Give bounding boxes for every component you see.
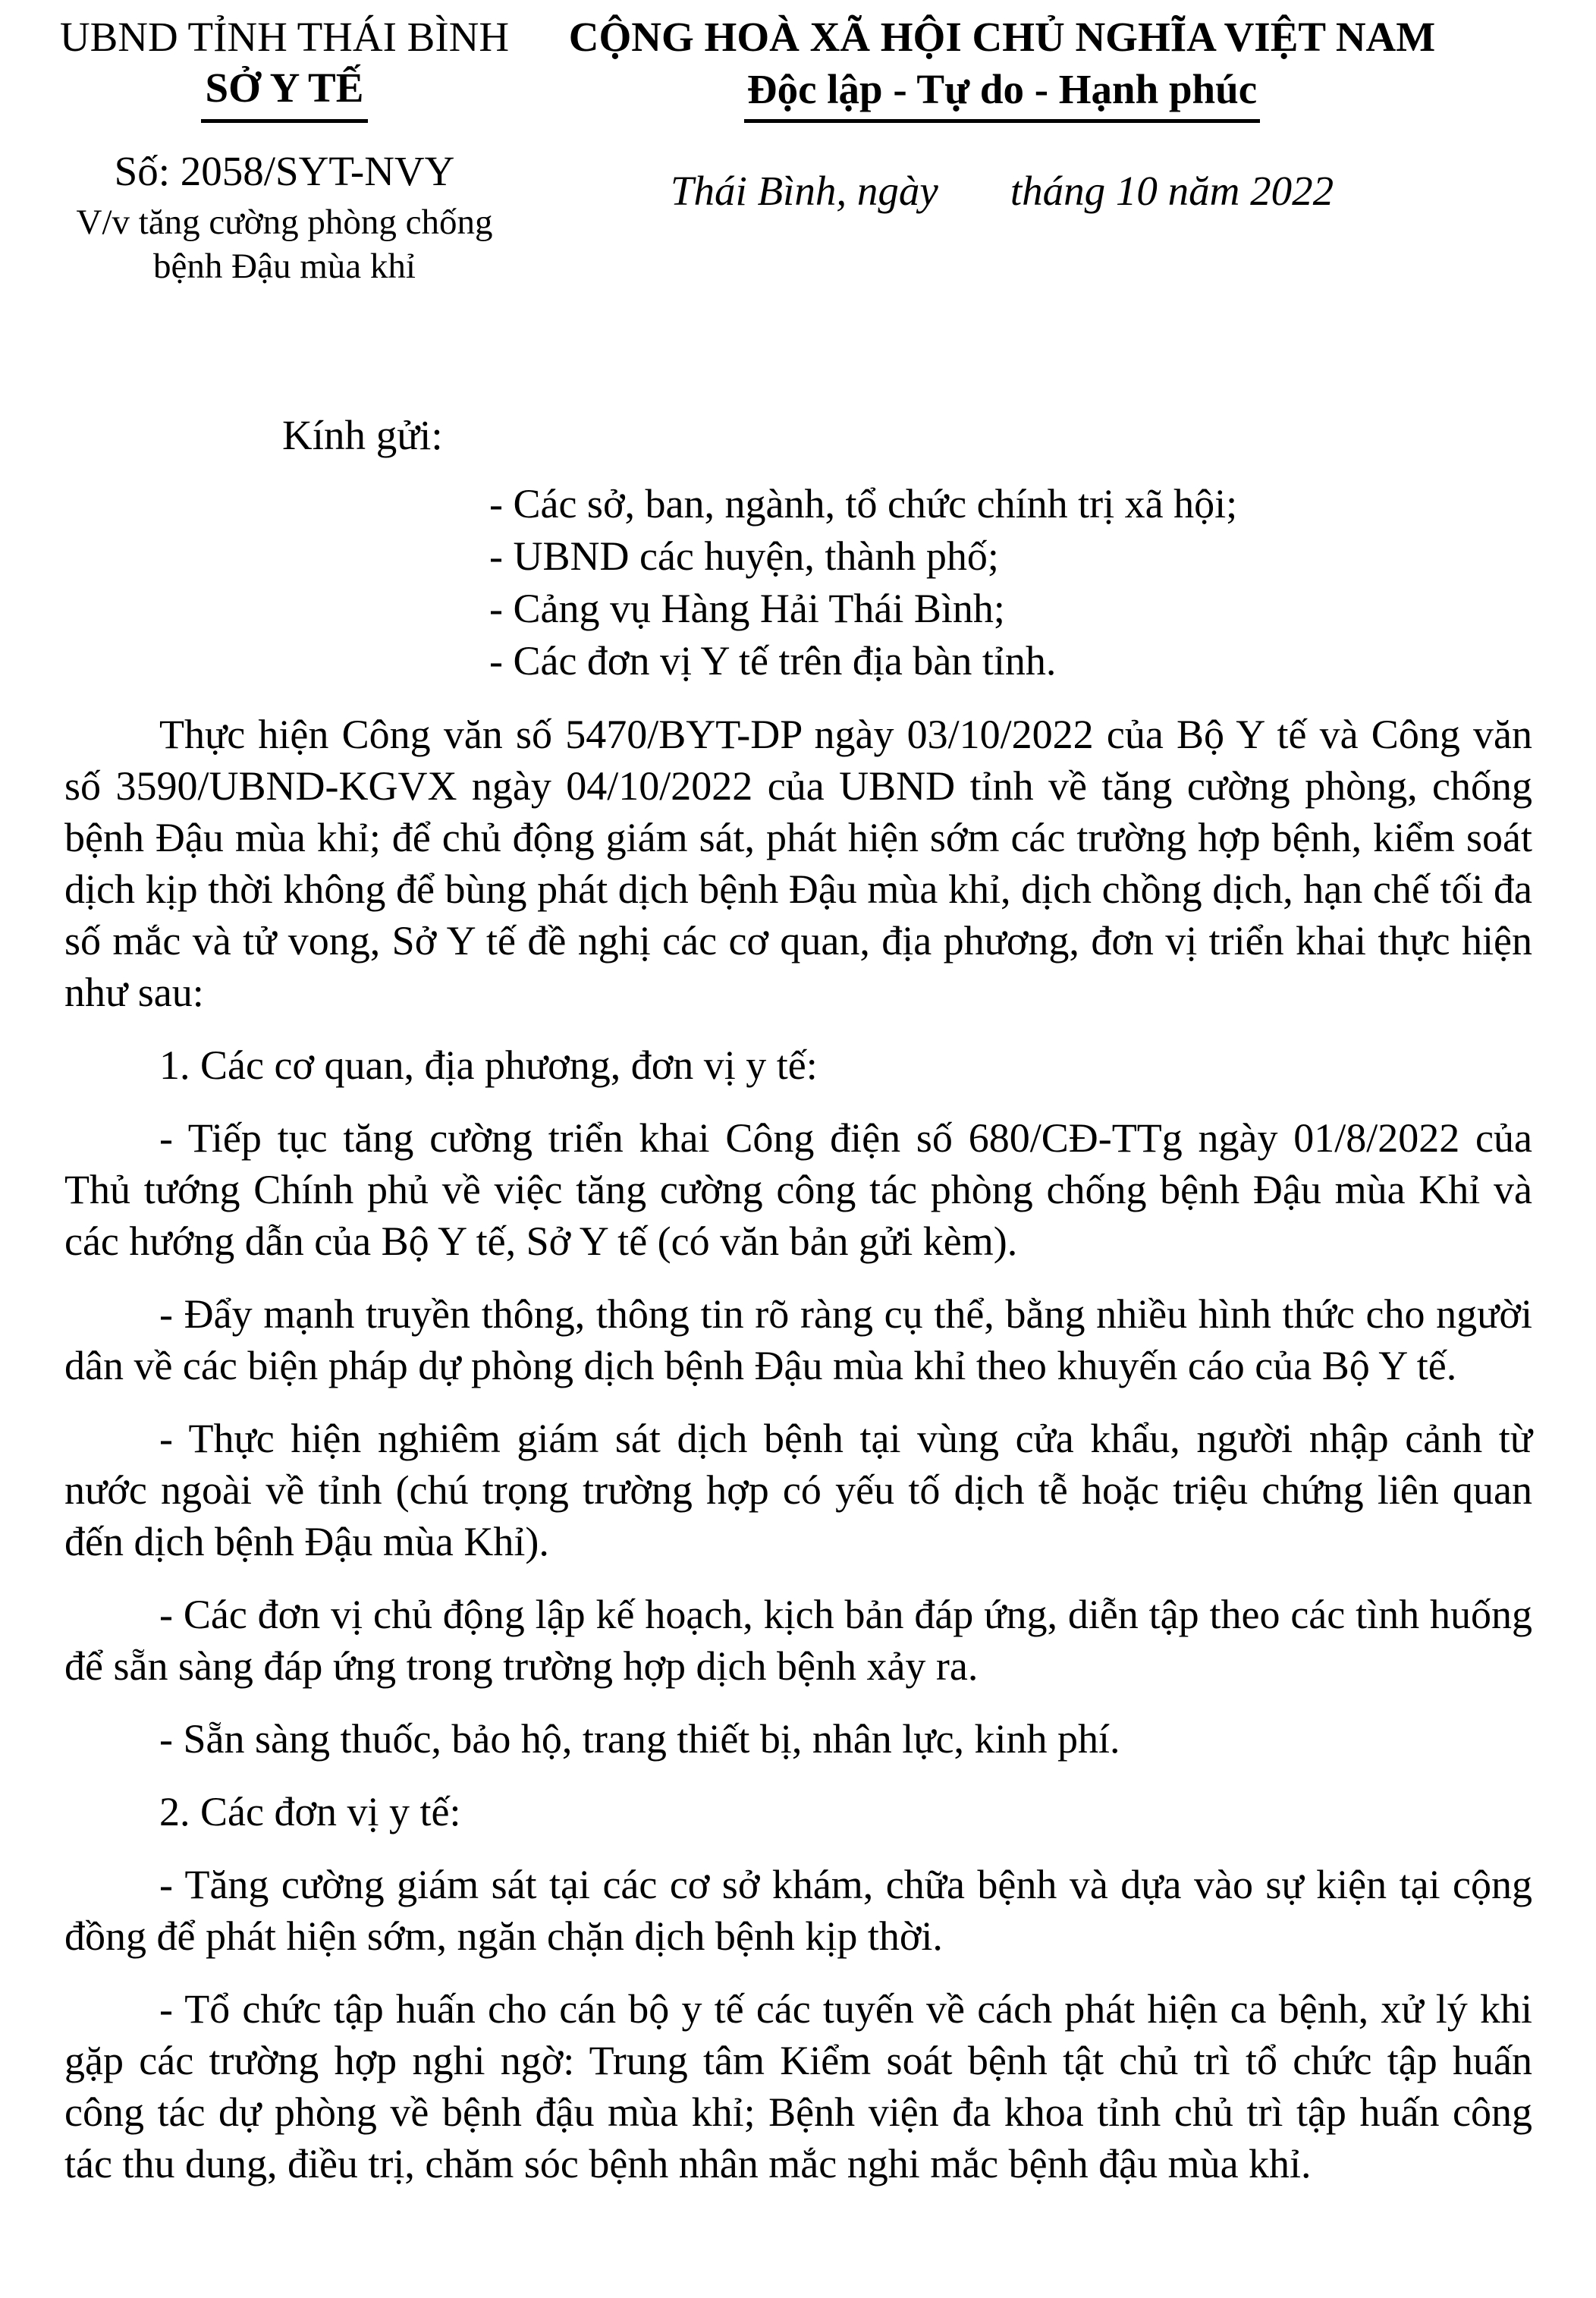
- place-date-right: tháng 10 năm 2022: [1010, 168, 1334, 214]
- national-motto-line1: CỘNG HOÀ XÃ HỘI CHỦ NGHĨA VIỆT NAM: [568, 14, 1436, 60]
- recipients-section: [64, 411, 1532, 687]
- body-paragraph: - Thực hiện nghiêm giám sát dịch bệnh tại vùng cửa khẩu, người nhập cảnh từ nước ngoài về tỉnh (chú trọng trường hợp có yếu tố dịch tễ hoặc triệu chứng liên quan đến dịch bệnh Đậu mùa Khỉ).: [64, 1416, 1532, 1564]
- national-motto-line2: [542, 65, 1462, 123]
- recipient-item: - Cảng vụ Hàng Hải Thái Bình;: [489, 586, 1005, 631]
- national-heading-block: [542, 14, 1462, 215]
- document-subject-line1: V/v tăng cường phòng chống: [76, 203, 493, 242]
- body-paragraph: 1. Các cơ quan, địa phương, đơn vị y tế:: [159, 1042, 818, 1088]
- document-subject: [57, 200, 512, 288]
- recipient-item: - Các sở, ban, ngành, tổ chức chính trị xã hội;: [489, 481, 1238, 527]
- body-paragraph: - Sẵn sàng thuốc, bảo hộ, trang thiết bị, nhân lực, kinh phí.: [159, 1716, 1120, 1762]
- recipients-salutation: Kính gửi:: [282, 412, 443, 458]
- body-paragraph: - Các đơn vị chủ động lập kế hoạch, kịch bản đáp ứng, diễn tập theo các tình huống để sẵn sàng đáp ứng trong trường hợp dịch bệnh xảy ra.: [64, 1592, 1532, 1689]
- letter-body: [64, 709, 1532, 2190]
- body-paragraph: 2. Các đơn vị y tế:: [159, 1789, 461, 1834]
- body-paragraph: Thực hiện Công văn số 5470/BYT-DP ngày 03/10/2022 của Bộ Y tế và Công văn số 3590/UBND-KGVX ngày 04/10/2022 của UBND tỉnh về tăng cường phòng, chống bệnh Đậu mùa khỉ; để chủ động giám sát, phát hiện sớm các trường hợp bệnh, kiểm soát dịch kịp thời không để bùng phát dịch bệnh Đậu mùa khỉ, dịch chồng dịch, hạn chế tối đa số mắc và tử vong, Sở Y tế đề nghị các cơ quan, địa phương, đơn vị triển khai thực hiện như sau:: [64, 712, 1532, 1015]
- issuer-org: [57, 64, 512, 123]
- place-date-left: Thái Bình, ngày: [670, 168, 938, 214]
- body-paragraph: - Đẩy mạnh truyền thông, thông tin rõ ràng cụ thể, bằng nhiều hình thức cho người dân về các biện pháp dự phòng dịch bệnh Đậu mùa khỉ theo khuyến cáo của Bộ Y tế.: [64, 1291, 1532, 1388]
- body-paragraph: - Tăng cường giám sát tại các cơ sở khám, chữa bệnh và dựa vào sự kiện tại cộng đồng để phát hiện sớm, ngăn chặn dịch bệnh kịp thời.: [64, 1862, 1532, 1959]
- document-number: Số: 2058/SYT-NVY: [114, 148, 455, 194]
- recipient-item: - Các đơn vị Y tế trên địa bàn tỉnh.: [489, 638, 1057, 684]
- issuer-block: [57, 14, 512, 286]
- document-subject-line2: bệnh Đậu mùa khỉ: [153, 247, 416, 286]
- recipients-list: [489, 478, 1532, 687]
- letter-header: [59, 14, 1532, 387]
- issuer-parent-org: UBND TỈNH THÁI BÌNH: [59, 14, 510, 60]
- national-motto-underlined: Độc lập - Tự do - Hạnh phúc: [744, 65, 1260, 123]
- issuer-org-underlined: SỞ Y TẾ: [201, 64, 369, 123]
- body-paragraph: - Tiếp tục tăng cường triển khai Công điện số 680/CĐ-TTg ngày 01/8/2022 của Thủ tướng Chính phủ về việc tăng cường công tác phòng chống bệnh Đậu mùa Khỉ và các hướng dẫn của Bộ Y tế, Sở Y tế (có văn bản gửi kèm).: [64, 1115, 1532, 1264]
- body-paragraph: - Tổ chức tập huấn cho cán bộ y tế các tuyến về cách phát hiện ca bệnh, xử lý khi gặp các trường hợp nghi ngờ: Trung tâm Kiểm soát bệnh tật chủ trì tổ chức tập huấn công tác dự phòng về bệnh đậu mùa khỉ; Bệnh viện đa khoa tỉnh chủ trì tập huấn công tác thu dung, điều trị, chăm sóc bệnh nhân mắc nghi mắc bệnh đậu mùa khỉ.: [64, 1986, 1532, 2186]
- place-and-date-line: [542, 167, 1462, 215]
- recipient-item: - UBND các huyện, thành phố;: [489, 533, 999, 579]
